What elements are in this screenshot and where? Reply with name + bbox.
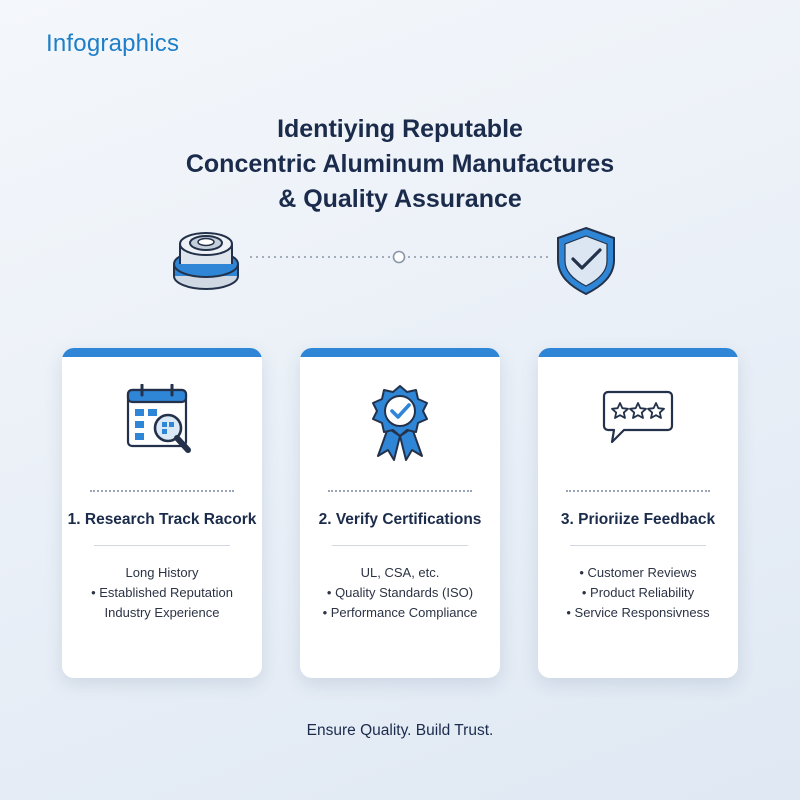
list-item: • Performance Compliance — [322, 605, 478, 620]
tagline: Ensure Quality. Build Trust. — [306, 722, 494, 739]
dotted-divider — [90, 490, 234, 492]
list-item: • Established Reputation — [91, 585, 233, 600]
brand-label: Infographics — [46, 30, 180, 57]
shield-check-icon — [558, 228, 614, 294]
list-item: • Product Reliability — [581, 585, 695, 600]
award-ribbon-check-icon — [350, 384, 450, 464]
card-heading: 3. Prioriize Feedback — [560, 511, 716, 528]
list-item: • Quality Standards (ISO) — [326, 585, 474, 600]
list-item: Long History — [125, 565, 199, 580]
step-card-feedback — [538, 348, 738, 678]
dotted-divider — [566, 490, 710, 492]
divider — [94, 545, 230, 546]
title-line-2: Concentric Aluminum Manufactures — [185, 150, 615, 178]
card-accent-bar — [300, 348, 500, 357]
card-list — [538, 563, 738, 623]
calendar-magnifier-icon — [112, 384, 212, 464]
dotted-divider — [328, 490, 472, 492]
step-card-research — [62, 348, 262, 678]
card-accent-bar — [538, 348, 738, 357]
step-card-certifications — [300, 348, 500, 678]
divider — [570, 545, 706, 546]
list-item: Industry Experience — [104, 605, 220, 620]
title-line-1: Identiying Reputable — [277, 115, 523, 143]
card-heading: 1. Research Track Racork — [67, 511, 257, 528]
rating-speech-bubble-icon — [588, 384, 688, 464]
card-accent-bar — [62, 348, 262, 357]
page-title — [0, 112, 800, 217]
list-item: • Customer Reviews — [579, 565, 697, 580]
card-list — [62, 563, 262, 623]
connector-graphic — [168, 220, 628, 300]
card-heading: 2. Verify Certifications — [318, 511, 482, 528]
list-item: UL, CSA, etc. — [360, 565, 440, 580]
aluminum-rings-icon — [174, 233, 238, 289]
list-item: • Service Responsivness — [566, 605, 710, 620]
divider — [332, 545, 468, 546]
card-list — [300, 563, 500, 623]
title-line-3: & Quality Assurance — [278, 185, 522, 213]
